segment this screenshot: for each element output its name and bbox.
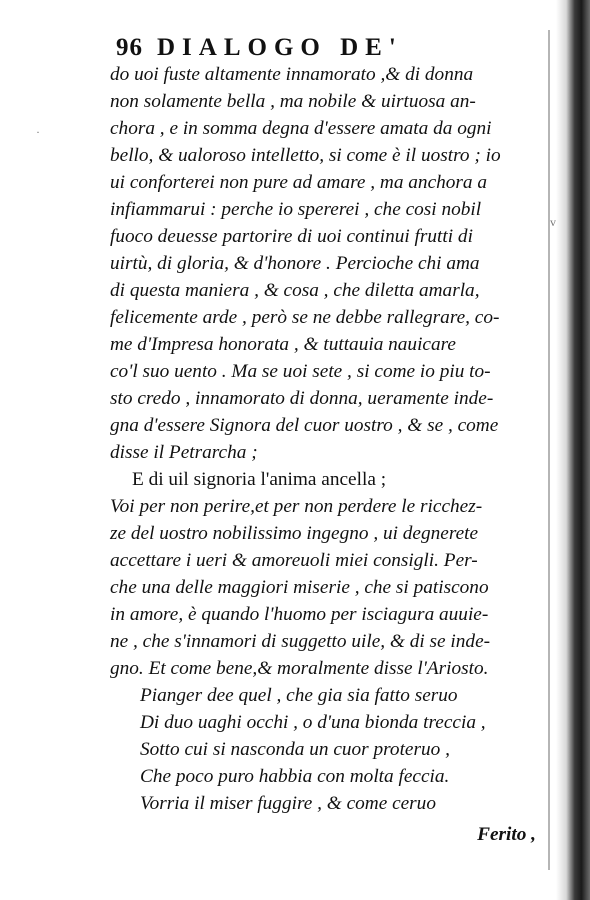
verse-line: Di duo uaghi occhi , o d'una bionda treccia , [140, 712, 486, 733]
page-number: 96 [116, 34, 143, 61]
text-line: gna d'essere Signora del cuor uostro , & se , come [110, 415, 499, 436]
text-line: accettare i ueri & amoreuoli miei consigli. Per- [110, 550, 478, 571]
text-line: che una delle maggiori miserie , che si patiscono [110, 577, 489, 598]
text-line: fuoco deuesse partorire di uoi continui frutti di [110, 226, 473, 247]
stray-mark: v [550, 215, 556, 229]
catchword: Ferito , [477, 824, 536, 845]
verse-line: Pianger dee quel , che gia sia fatto seruo [140, 685, 458, 706]
text-line: disse il Petrarcha ; [110, 442, 258, 463]
verse-line: Sotto cui si nasconda un cuor proteruo , [140, 739, 450, 760]
text-line: me d'Impresa honorata , & tuttauia nauicare [110, 334, 456, 355]
text-line: ui conforterei non pure ad amare , ma anchora a [110, 172, 488, 193]
text-line: non solamente bella , ma nobile & uirtuosa an- [110, 91, 476, 112]
running-header [116, 34, 403, 62]
verse-line: Che poco puro habbia con molta feccia. [140, 766, 450, 787]
quoted-verse-line: E di uil signoria l'anima ancella ; [132, 469, 387, 490]
text-line: di questa maniera , & cosa , che diletta amarla, [110, 280, 480, 301]
page-gutter-shadow [556, 0, 590, 900]
text-line: sto credo , innamorato di donna, ueramente inde- [110, 388, 494, 409]
text-line: uirtù, di gloria, & d'honore . Percioche chi ama [110, 253, 480, 274]
text-line: gno. Et come bene,& moralmente disse l'Ariosto. [110, 658, 489, 679]
text-line: co'l suo uento . Ma se uoi sete , si come io piu to- [110, 361, 491, 382]
stray-mark: · [36, 125, 40, 139]
verse-line: Vorria il miser fuggire , & come ceruo [140, 793, 436, 814]
text-line: bello, & ualoroso intelletto, si come è il uostro ; io [110, 145, 501, 166]
text-line: do uoi fuste altamente innamorato ,& di donna [110, 64, 474, 85]
gutter-line [548, 30, 550, 870]
text-line: ze del uostro nobilissimo ingegno , ui degnerete [110, 523, 479, 544]
text-line: chora , e in somma degna d'essere amata da ogni [110, 118, 492, 139]
text-line: infiammarui : perche io spererei , che cosi nobil [110, 199, 482, 220]
text-line: Voi per non perire,et per non perdere le ricchez- [110, 496, 483, 517]
text-line: in amore, è quando l'huomo per isciagura auuie- [110, 604, 489, 625]
running-title: DIALOGO DE' [157, 34, 403, 61]
text-line: ne , che s'innamori di suggetto uile, & di se inde- [110, 631, 491, 652]
text-line: felicemente arde , però se ne debbe rallegrare, co- [110, 307, 500, 328]
